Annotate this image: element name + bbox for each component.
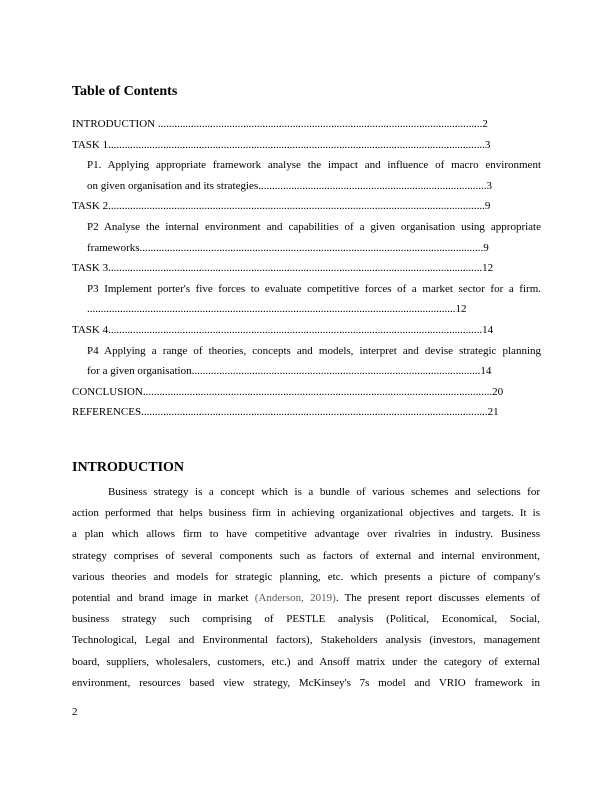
toc-entry-references[interactable]: REFERENCES..............................................................................................................................21 (72, 406, 499, 419)
body-line: a plan which allows firm to have competitive advantage over rivalries in industry. Business (72, 528, 540, 541)
body-line: business strategy such comprising of PESTLE analysis (Political, Economical, Social, (72, 613, 540, 626)
introduction-body (72, 482, 540, 694)
toc-entry-conclusion[interactable]: CONCLUSION...............................................................................................................................20 (72, 385, 504, 398)
toc-entry-p1[interactable]: P1. Applying appropriate framework analyse the impact and influence of macro environment (87, 159, 541, 172)
toc-entry-introduction[interactable]: INTRODUCTION ......................................................................................................................2 (72, 118, 488, 130)
toc-entry-task-3[interactable]: TASK 3........................................................................................................................................12 (72, 262, 494, 275)
page-number: 2 (72, 706, 78, 718)
body-line: action performed that helps business firm in achieving organizational objectives and targets. It is (72, 507, 540, 520)
body-line: Technological, Legal and Environmental factors), Stakeholders analysis (investors, management (72, 634, 540, 647)
toc-entry-p3[interactable]: P3 Implement porter's five forces to evaluate competitive forces of a market sector for a firm. (87, 282, 541, 295)
toc-entry-task-2[interactable]: TASK 2.........................................................................................................................................9 (72, 200, 491, 213)
table-of-contents (72, 114, 541, 423)
toc-entry-p4[interactable]: P4 Applying a range of theories, concepts and models, interpret and devise strategic planning (87, 344, 541, 357)
toc-entry-p4-cont[interactable]: for a given organisation.........................................................................................................14 (87, 365, 492, 378)
body-line-with-citation: potential and brand image in market (Anderson, 2019). The present report discusses elements of (72, 591, 540, 604)
toc-entry-p2-cont[interactable]: frameworks.............................................................................................................................9 (87, 241, 489, 254)
toc-entry-p2[interactable]: P2 Analyse the internal environment and capabilities of a given organisation using appropriate (87, 220, 541, 233)
body-line: various theories and models for strategic planning, etc. which presents a picture of company's (72, 570, 540, 583)
body-line: Business strategy is a concept which is a bundle of various schemes and selections for (108, 486, 540, 498)
toc-entry-task-4[interactable]: TASK 4........................................................................................................................................14 (72, 323, 494, 336)
toc-entry-task-1[interactable]: TASK 1.........................................................................................................................................3 (72, 138, 491, 151)
toc-entry-p1-cont[interactable]: on given organisation and its strategies...................................................................................3 (87, 179, 492, 192)
toc-entry-p3-cont[interactable]: ......................................................................................................................................12 (87, 303, 467, 316)
citation-anderson-2019: (Anderson, 2019) (254, 591, 336, 604)
body-line: board, suppliers, wholesalers, customers, etc.) and Ansoff matrix under the category of external (72, 655, 540, 668)
introduction-heading: INTRODUCTION (72, 460, 185, 475)
toc-title: Table of Contents (72, 84, 178, 99)
body-line: environment, resources based view strategy, McKinsey's 7s model and VRIO framework in (72, 676, 540, 689)
body-line: strategy comprises of several components such as factors of external and internal environment, (72, 549, 540, 562)
